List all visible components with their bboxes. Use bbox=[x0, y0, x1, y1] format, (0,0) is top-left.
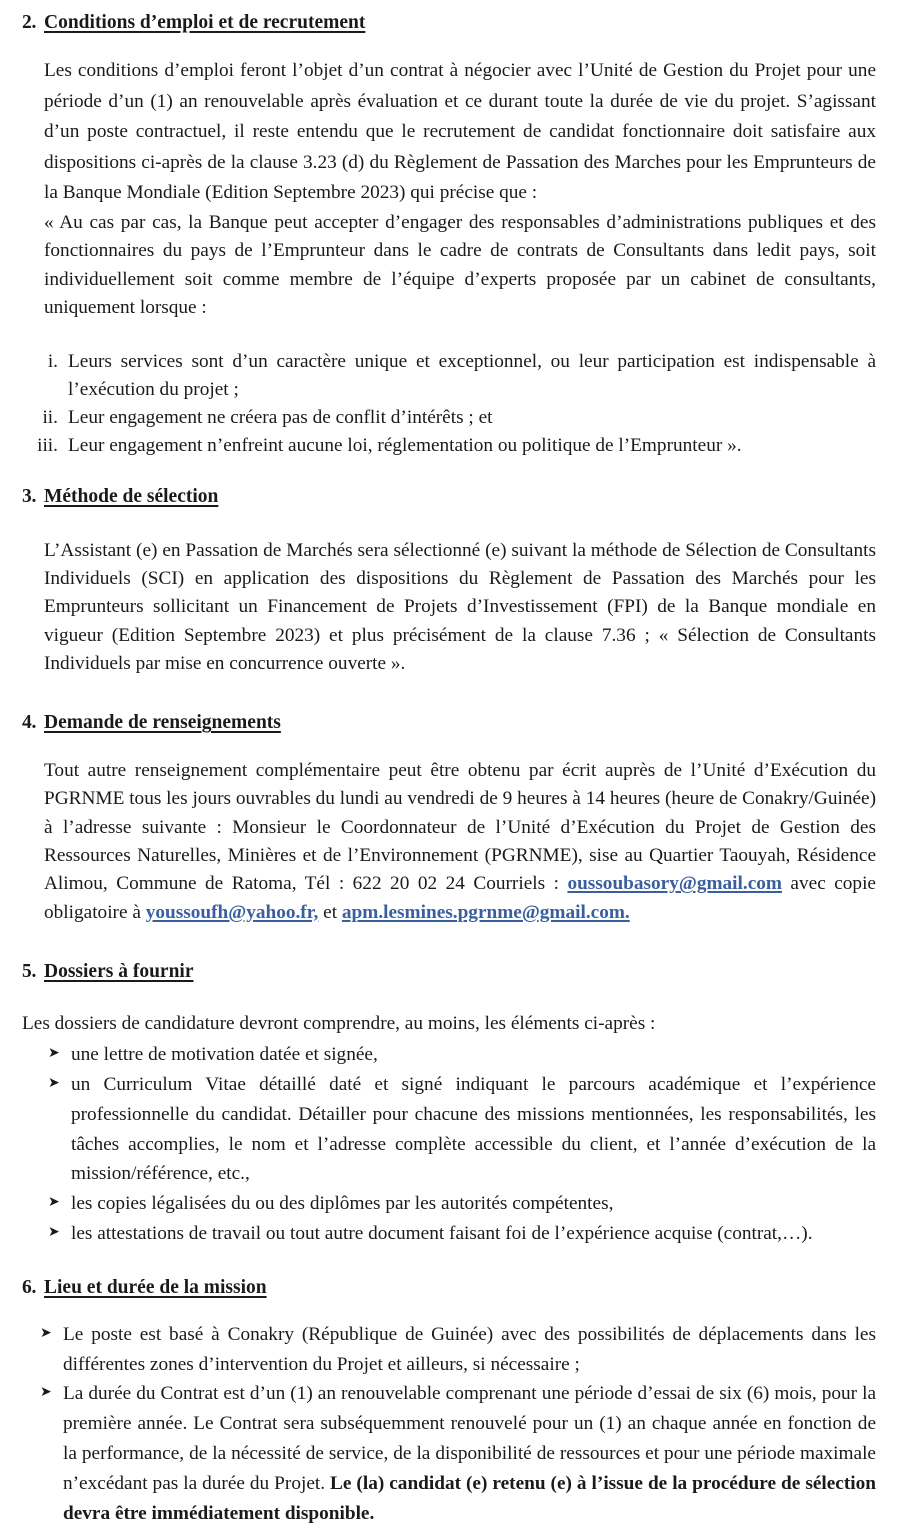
section-2-paragraph-1: Les conditions d’emploi feront l’objet d’un contrat à négocier avec l’Unité de Gestion du Projet pour une période d’un (1) an renouvelable après évaluation et ce durant toute la durée de vie du projet. S’agissant d’un poste contractuel, il reste entendu que le recrutement de candidat fonctionnaire doit satisfaire aux dispositions ci-après de la clause 3.23 (d) du Règlement de Passation des Marches pour les Emprunteurs de la Banque Mondiale (Edition Septembre 2023) qui précise que : bbox=[44, 60, 876, 204]
arrow-bullet-icon: ➤ bbox=[48, 1074, 60, 1091]
spacer bbox=[0, 0, 888, 12]
spacer bbox=[0, 509, 888, 537]
list-item-text: Leurs services sont d’un caractère unique et exceptionnel, ou leur participation est indispensable à l’exécution du projet ; bbox=[68, 351, 876, 401]
list-item bbox=[0, 404, 888, 432]
list-item bbox=[0, 348, 888, 404]
section-title: Conditions d’emploi et de recrutement bbox=[44, 12, 366, 33]
spacer bbox=[0, 322, 888, 348]
section-number: 4. bbox=[22, 712, 37, 734]
section-heading-3 bbox=[0, 486, 888, 508]
section-number: 5. bbox=[22, 960, 37, 982]
section-2-quote-paragraph: « Au cas par cas, la Banque peut accepter d’engager des responsables d’administrations publiques et des fonctionnaires du pays de l’Emprunteur dans le cadre de contrats de Consultants dans ledit pays, soit individuellement soit comme membre de l’équipe d’experts proposée par un cabinet de consultants, uniquement lorsque : bbox=[44, 211, 876, 318]
spacer bbox=[0, 34, 888, 56]
section-title: Demande de renseignements bbox=[44, 712, 281, 734]
email-link-oussoubasory[interactable]: oussoubasory@gmail.com bbox=[567, 873, 782, 895]
spacer bbox=[0, 735, 888, 757]
arrow-bullet-icon: ➤ bbox=[40, 1324, 52, 1341]
section-title: Lieu et durée de la mission bbox=[44, 1277, 267, 1299]
arrow-bullet-icon: ➤ bbox=[48, 1224, 60, 1241]
list-marker: ii. bbox=[42, 407, 58, 429]
spacer bbox=[0, 983, 888, 1009]
list-item bbox=[0, 432, 888, 460]
arrow-bullet-icon: ➤ bbox=[48, 1044, 60, 1061]
section-title: Méthode de sélection bbox=[44, 486, 219, 508]
section-5-bullet-list bbox=[0, 1040, 888, 1249]
section-heading-2 bbox=[0, 12, 888, 34]
section-2-roman-list bbox=[0, 348, 888, 460]
list-item-body: La durée du Contrat est d’un (1) an renouvelable comprenant une période d’essai de six (6) mois, pour la première année. Le Contrat sera subséquemment renouvelé pour un (1) an chaque année en fonction de la performance, de la nécessité de service, de la disponibilité de ressources et pour une période maximale n’excédant pas la durée du Projet. bbox=[63, 1383, 876, 1495]
section-5-intro: Les dossiers de candidature devront comprendre, au moins, les éléments ci-après : bbox=[22, 1013, 656, 1035]
section-heading-5 bbox=[0, 961, 888, 983]
section-title: Dossiers à fournir bbox=[44, 960, 194, 982]
spacer bbox=[0, 460, 888, 486]
spacer bbox=[0, 1300, 888, 1320]
section-6-bullet-list bbox=[0, 1320, 888, 1529]
section-number: 2. bbox=[22, 12, 37, 33]
list-item bbox=[0, 1320, 888, 1380]
section-heading-6 bbox=[0, 1277, 888, 1299]
list-item bbox=[0, 1040, 888, 1070]
section-4-paragraph bbox=[0, 757, 888, 927]
list-item-text: Leur engagement ne créera pas de conflit d’intérêts ; et bbox=[68, 407, 493, 429]
list-item-bold-tail: Le (la) candidat (e) retenu (e) à l’issue de la procédure de sélection devra être immédiatement disponible. bbox=[63, 1473, 876, 1525]
arrow-bullet-icon: ➤ bbox=[40, 1384, 52, 1401]
list-marker: iii. bbox=[37, 435, 58, 457]
section-heading-4 bbox=[0, 712, 888, 734]
section-4-middle-text: avec copie obligatoire à bbox=[44, 873, 876, 923]
email-link-apm-lesmines[interactable]: apm.lesmines.pgrnme@gmail.com. bbox=[341, 901, 630, 923]
list-item-text: un Curriculum Vitae détaillé daté et signé indiquant le parcours académique et l’expérience professionnelle du candidat. Détailler pour chacune des missions mentionnées, les responsabilités, les tâches accomplies, le nom et l’adresse complète accessible du client, et l’année d’exécution de la mission/référence, etc., bbox=[71, 1073, 876, 1185]
section-3-paragraph-1: L’Assistant (e) en Passation de Marchés sera sélectionné (e) suivant la méthode de Sélection de Consultants Individuels (SCI) en application des dispositions du Règlement de Passation des Marchés pour les Emprunteurs sollicitant un Financement de Projets d’Investissement (FPI) de la Banque mondiale en vigueur (Edition Septembre 2023) et plus précisément de la clause 7.36 ; « Sélection de Consultants Individuels par mise en concurrence ouverte ». bbox=[44, 539, 876, 675]
list-item-body: Le poste est basé à Conakry (République de Guinée) avec des possibilités de déplacements dans les différentes zones d’intervention du Projet et ailleurs, si nécessaire ; bbox=[63, 1323, 876, 1375]
list-item-text: les copies légalisées du ou des diplômes par les autorités compétentes, bbox=[71, 1193, 614, 1215]
list-item bbox=[0, 1070, 888, 1190]
spacer bbox=[0, 678, 888, 712]
list-item-text: les attestations de travail ou tout autre document faisant foi de l’expérience acquise (contrat,…). bbox=[71, 1223, 813, 1245]
list-item bbox=[0, 1219, 888, 1249]
list-item-text: une lettre de motivation datée et signée, bbox=[71, 1043, 378, 1065]
section-4-lead-text: Tout autre renseignement complémentaire peut être obtenu par écrit auprès de l’Unité d’Exécution du PGRNME tous les jours ouvrables du lundi au vendredi de 9 heures à 14 heures (heure de Conakry/Guinée) à l’adresse suivante : Monsieur le Coordonnateur de l’Unité d’Exécution du Projet de Gestion des Ressources Naturelles, Minières et de l’Environnement (PGRNME), sise au Quartier Taouyah, Résidence Alimou, Commune de Ratoma, Tél : 622 20 02 24 Courriels : bbox=[44, 759, 876, 895]
spacer bbox=[0, 1249, 888, 1277]
spacer bbox=[0, 927, 888, 961]
list-item-text: Leur engagement n’enfreint aucune loi, réglementation ou politique de l’Emprunteur ». bbox=[68, 435, 742, 457]
list-item bbox=[0, 1189, 888, 1219]
section-4-conjunction-text: et bbox=[318, 901, 342, 923]
arrow-bullet-icon: ➤ bbox=[48, 1194, 60, 1211]
list-item-text bbox=[63, 1379, 876, 1529]
section-number: 3. bbox=[22, 486, 37, 508]
list-item-text bbox=[63, 1320, 876, 1380]
email-link-youssoufh[interactable]: youssoufh@yahoo.fr, bbox=[145, 901, 319, 923]
section-number: 6. bbox=[22, 1277, 37, 1299]
list-marker: i. bbox=[47, 351, 58, 373]
list-item bbox=[0, 1379, 888, 1529]
